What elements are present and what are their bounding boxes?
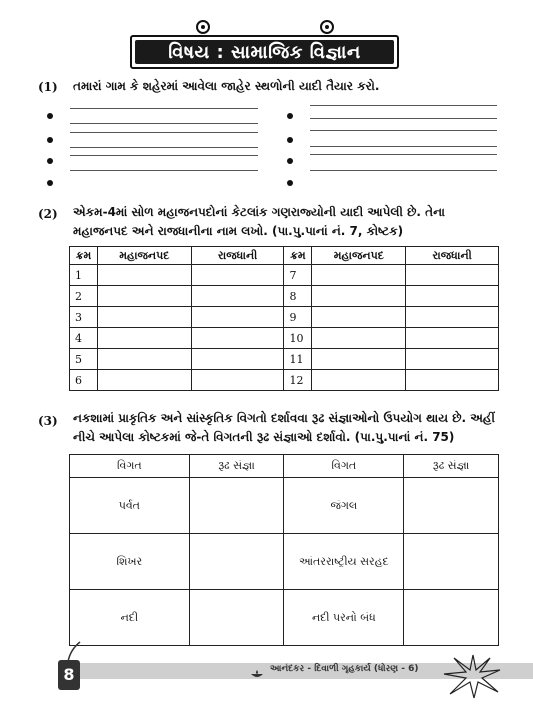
sparkle-icon — [438, 650, 508, 700]
answer-cell[interactable] — [312, 286, 406, 307]
q2-text-line1: એકમ-4માં સોળ મહાજનપદોનાં કેટલાંક ગણરાજ્યોની યાદી આપેલી છે. તેના — [73, 205, 445, 219]
bullet — [47, 180, 53, 186]
header-vigat: વિગત — [70, 455, 190, 478]
page-number: 8 — [58, 660, 80, 690]
answer-line[interactable] — [310, 118, 497, 119]
answer-cell[interactable] — [97, 349, 191, 370]
answer-cell[interactable] — [191, 307, 284, 328]
answer-line[interactable] — [70, 155, 258, 156]
row-number: 4 — [70, 328, 98, 349]
header-kram: ક્રમ — [284, 247, 312, 265]
binder-ring-left — [196, 20, 210, 34]
row-number: 5 — [70, 349, 98, 370]
row-number: 2 — [70, 286, 98, 307]
row-number: 1 — [70, 265, 98, 286]
answer-cell[interactable] — [312, 370, 406, 391]
header-mahajanpad: મહાજનપદ — [97, 247, 191, 265]
answer-cell[interactable] — [406, 328, 499, 349]
q1-text: તમારાં ગામ કે શહેરમાં આવેલા જાહેર સ્થળોની યાદી તૈયાર કરો. — [73, 79, 380, 93]
header-kram: ક્રમ — [70, 247, 98, 265]
answer-cell[interactable] — [312, 265, 406, 286]
row-number: 7 — [284, 265, 312, 286]
answer-cell[interactable] — [97, 328, 191, 349]
header-rajdhani: રાજધાની — [191, 247, 284, 265]
bullet — [287, 180, 293, 186]
table-row — [70, 478, 499, 534]
feature-cell: પર્વત — [70, 478, 190, 534]
symbol-cell[interactable] — [189, 590, 284, 646]
title-banner — [130, 35, 399, 69]
answer-line[interactable] — [310, 154, 497, 155]
answer-cell[interactable] — [406, 265, 499, 286]
header-rudh-sangna: રૂઢ સંજ્ઞા — [189, 455, 284, 478]
answer-line[interactable] — [70, 123, 258, 124]
row-number: 11 — [284, 349, 312, 370]
header-mahajanpad: મહાજનપદ — [312, 247, 406, 265]
answer-cell[interactable] — [191, 370, 284, 391]
answer-cell[interactable] — [312, 349, 406, 370]
q3-text-line2: નીચે આપેલા કોષ્ટકમાં જે-તે વિગતની રૂઢ સંજ્ઞાઓ દર્શાવો. (પા.પુ.પાનાં નં. 75) — [73, 430, 455, 444]
bullet — [287, 137, 293, 143]
bullet — [47, 158, 53, 164]
q3-text-line1: નકશામાં પ્રાકૃતિક અને સાંસ્કૃતિક વિગતો દર્શાવવા રૂઢ સંજ્ઞાઓનો ઉપયોગ થાય છે. અહીં — [73, 411, 495, 425]
header-rajdhani: રાજધાની — [406, 247, 499, 265]
header-rudh-sangna: રૂઢ સંજ્ઞા — [404, 455, 499, 478]
table-row — [70, 590, 499, 646]
answer-cell[interactable] — [191, 328, 284, 349]
answer-cell[interactable] — [191, 349, 284, 370]
table-row — [70, 370, 499, 391]
answer-cell[interactable] — [406, 349, 499, 370]
answer-cell[interactable] — [97, 370, 191, 391]
row-number: 8 — [284, 286, 312, 307]
answer-cell[interactable] — [406, 307, 499, 328]
row-number: 6 — [70, 370, 98, 391]
answer-cell[interactable] — [97, 265, 191, 286]
q1-number: (1) — [38, 80, 58, 94]
bullet — [287, 158, 293, 164]
footer-text: આનંદકર - દિવાળી ગૃહકાર્ય (ધોરણ - 6) — [270, 664, 419, 674]
answer-cell[interactable] — [97, 286, 191, 307]
bullet — [47, 113, 53, 119]
answer-cell[interactable] — [406, 286, 499, 307]
answer-line[interactable] — [70, 147, 258, 148]
answer-line[interactable] — [70, 132, 258, 133]
table-header-row — [70, 455, 499, 478]
feature-cell: જંગલ — [284, 478, 404, 534]
symbol-cell[interactable] — [404, 534, 499, 590]
answer-line[interactable] — [310, 146, 497, 147]
q2-number: (2) — [38, 207, 58, 221]
mahajanpad-table — [69, 246, 499, 391]
map-symbols-table — [69, 454, 499, 646]
answer-cell[interactable] — [406, 370, 499, 391]
table-row — [70, 307, 499, 328]
feature-cell: નદી પરનો બંધ — [284, 590, 404, 646]
answer-cell[interactable] — [97, 307, 191, 328]
q2-text-line2: મહાજનપદ અને રાજધાનીના નામ લખો. (પા.પુ.પાનાં નં. 7, કોષ્ટક) — [73, 224, 404, 238]
answer-cell[interactable] — [191, 286, 284, 307]
symbol-cell[interactable] — [189, 478, 284, 534]
page-title: વિષય : સામાજિક વિજ્ઞાન — [168, 41, 361, 63]
answer-line[interactable] — [70, 170, 258, 171]
header-vigat: વિગત — [284, 455, 404, 478]
table-header-row — [70, 247, 499, 265]
symbol-cell[interactable] — [404, 590, 499, 646]
q3-number: (3) — [38, 414, 58, 428]
answer-cell[interactable] — [191, 265, 284, 286]
feature-cell: શિખર — [70, 534, 190, 590]
answer-line[interactable] — [70, 108, 258, 109]
row-number: 3 — [70, 307, 98, 328]
table-row — [70, 349, 499, 370]
feature-cell: નદી — [70, 590, 190, 646]
symbol-cell[interactable] — [404, 478, 499, 534]
answer-cell[interactable] — [312, 307, 406, 328]
bullet — [287, 113, 293, 119]
table-row — [70, 286, 499, 307]
diya-icon — [250, 665, 264, 675]
row-number: 10 — [284, 328, 312, 349]
answer-line[interactable] — [310, 105, 497, 106]
answer-cell[interactable] — [312, 328, 406, 349]
symbol-cell[interactable] — [189, 534, 284, 590]
binder-ring-right — [320, 20, 334, 34]
table-row — [70, 328, 499, 349]
table-row — [70, 534, 499, 590]
row-number: 9 — [284, 307, 312, 328]
bullet — [47, 137, 53, 143]
feature-cell: આંતરરાષ્ટ્રીય સરહદ — [284, 534, 404, 590]
answer-line[interactable] — [310, 170, 497, 171]
answer-line[interactable] — [310, 130, 497, 131]
row-number: 12 — [284, 370, 312, 391]
table-row — [70, 265, 499, 286]
